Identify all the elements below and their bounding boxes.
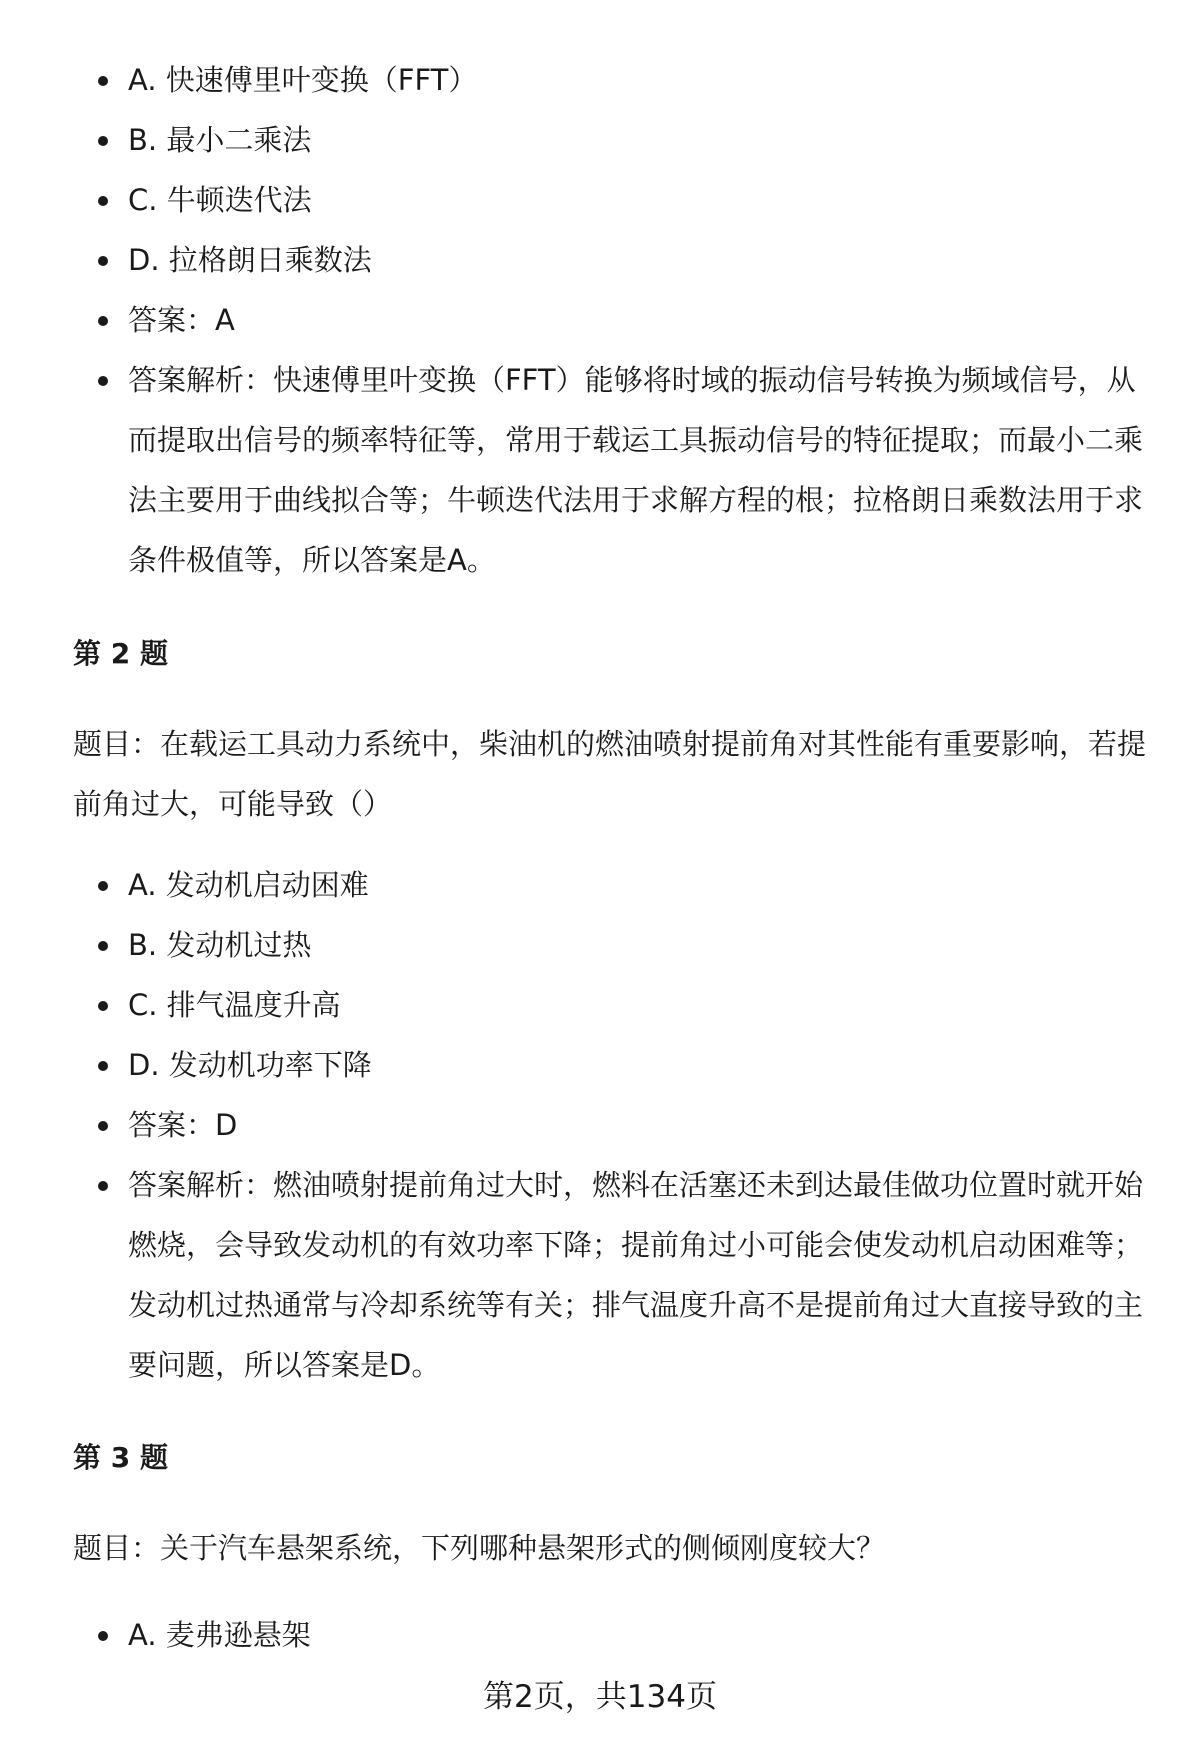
q1-option-a: A. 快速傅里叶变换（FFT）: [128, 50, 1148, 110]
q2-heading: 第 2 题: [73, 637, 168, 670]
page-number: 第2页，共134页: [483, 1679, 717, 1715]
q3-option-list: [128, 1605, 1148, 1665]
q2-answer: 答案：D: [128, 1095, 1148, 1155]
q2-option-list: [128, 855, 1148, 1395]
q1-option-c: C. 牛顿迭代法: [128, 170, 1148, 230]
q1-analysis: 答案解析：快速傅里叶变换（FFT）能够将时域的振动信号转换为频域信号，从而提取出信号的频率特征等，常用于载运工具振动信号的特征提取；而最小二乘法主要用于曲线拟合等；牛顿迭代法用于求解方程的根；拉格朗日乘数法用于求条件极值等，所以答案是A。: [128, 350, 1148, 590]
q1-option-d: D. 拉格朗日乘数法: [128, 230, 1148, 290]
q2-analysis: 答案解析：燃油喷射提前角过大时，燃料在活塞还未到达最佳做功位置时就开始燃烧，会导致发动机的有效功率下降；提前角过小可能会使发动机启动困难等；发动机过热通常与冷却系统等有关；排气温度升高不是提前角过大直接导致的主要问题，所以答案是D。: [128, 1155, 1148, 1395]
q1-option-b: B. 最小二乘法: [128, 110, 1148, 170]
q2-option-d: D. 发动机功率下降: [128, 1035, 1148, 1095]
q2-stem: 题目：在载运工具动力系统中，柴油机的燃油喷射提前角对其性能有重要影响，若提前角过大，可能导致（）: [73, 727, 1147, 821]
q2-option-b: B. 发动机过热: [128, 915, 1148, 975]
q3-heading: 第 3 题: [73, 1441, 168, 1474]
q1-answer: 答案：A: [128, 290, 1148, 350]
q2-option-a: A. 发动机启动困难: [128, 855, 1148, 915]
q1-option-list: [128, 50, 1148, 590]
q3-stem: 题目：关于汽车悬架系统，下列哪种悬架形式的侧倾刚度较大？: [73, 1531, 886, 1565]
q2-option-c: C. 排气温度升高: [128, 975, 1148, 1035]
q3-option-a: A. 麦弗逊悬架: [128, 1605, 1148, 1665]
